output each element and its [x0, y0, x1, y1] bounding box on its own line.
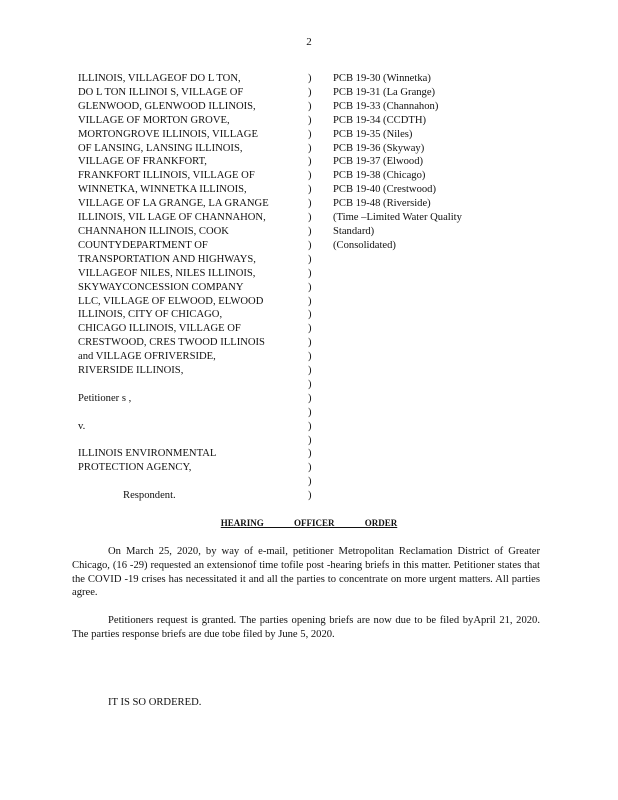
- party-line: ILLINOIS, VIL LAGE OF CHANNAHON,: [78, 212, 266, 224]
- case-number-line: PCB 19-31 (La Grange): [333, 86, 436, 98]
- order-heading: HEARING OFFICER ORDER: [220, 518, 398, 528]
- caption-parties-block: [78, 72, 283, 503]
- party-line: VILLAGE OF MORTON GROVE,: [78, 114, 230, 126]
- party-line: VILLAGE OF FRANKFORT,: [78, 156, 207, 168]
- caption-parenthesis: ): [308, 392, 312, 404]
- party-line: SKYWAYCONCESSION COMPANY: [78, 281, 244, 293]
- party-line: ILLINOIS, VILLAGEOF DO L TON,: [78, 73, 241, 84]
- case-number-line: PCB 19-37 (Elwood): [333, 156, 424, 168]
- caption-parenthesis: ): [308, 420, 312, 432]
- case-number-line: (Time –Limited Water Quality: [333, 212, 462, 224]
- caption-parenthesis: ): [308, 73, 312, 84]
- party-line: WINNETKA, WINNETKA ILLINOIS,: [78, 184, 247, 196]
- caption-parenthesis: ): [308, 490, 312, 502]
- party-line: CHANNAHON ILLINOIS, COOK: [78, 225, 229, 237]
- party-line: LLC, VILLAGE OF ELWOOD, ELWOOD: [78, 295, 264, 307]
- party-line: GLENWOOD, GLENWOOD ILLINOIS,: [78, 100, 256, 112]
- caption-parenthesis: ): [308, 448, 312, 460]
- party-line: VILLAGEOF NILES, NILES ILLINOIS,: [78, 267, 256, 279]
- order-paragraph-2: Petitioners request is granted. The parties opening briefs are now due to be filed byApril 21, 2020. The parties response briefs are due tobe filed by June 5, 2020.: [72, 615, 540, 640]
- case-number-line: PCB 19-34 (CCDTH): [333, 114, 426, 126]
- caption-parenthesis: ): [308, 86, 312, 98]
- case-number-line: (Consolidated): [333, 239, 396, 251]
- caption-parenthesis: ): [308, 142, 312, 154]
- caption-parenthesis: ): [308, 100, 312, 112]
- party-line: COUNTYDEPARTMENT OF: [78, 239, 208, 251]
- caption-parenthesis: ): [308, 281, 312, 293]
- caption-parenthesis: ): [308, 351, 312, 363]
- caption-parenthesis: ): [308, 295, 312, 307]
- closing-statement: IT IS SO ORDERED.: [108, 697, 202, 708]
- case-number-line: PCB 19-30 (Winnetka): [333, 73, 431, 84]
- party-line: OF LANSING, LANSING ILLINOIS,: [78, 142, 243, 154]
- case-number-line: PCB 19-35 (Niles): [333, 128, 413, 140]
- caption-parenthesis: ): [308, 198, 312, 210]
- caption-parenthesis: ): [308, 170, 312, 182]
- case-number-line: PCB 19-33 (Channahon): [333, 100, 439, 112]
- party-line: and VILLAGE OFRIVERSIDE,: [78, 351, 216, 363]
- party-list: [78, 72, 283, 378]
- caption-parenthesis: ): [308, 184, 312, 196]
- caption-parenthesis: ): [308, 128, 312, 140]
- party-line: CRESTWOOD, CRES TWOOD ILLINOIS: [78, 337, 265, 349]
- party-line: DO L TON ILLINOI S, VILLAGE OF: [78, 86, 244, 98]
- caption-parenthesis: ): [308, 212, 312, 224]
- caption-parenthesis: ): [308, 323, 312, 335]
- caption-parenthesis: ): [308, 114, 312, 126]
- caption-parenthesis: ): [308, 365, 312, 377]
- party-line: MORTONGROVE ILLINOIS, VILLAGE: [78, 128, 258, 140]
- respondent-name-line-2: PROTECTION AGENCY,: [78, 462, 192, 474]
- caption-parenthesis: ): [308, 225, 312, 237]
- caption-parenthesis: ): [308, 239, 312, 251]
- party-line: ILLINOIS, CITY OF CHICAGO,: [78, 309, 223, 321]
- caption-parenthesis: ): [308, 337, 312, 349]
- case-number-line: PCB 19-40 (Crestwood): [333, 184, 436, 196]
- caption-parenthesis: ): [308, 156, 312, 168]
- page-number: 2: [306, 36, 312, 48]
- caption-parenthesis: ): [308, 434, 312, 446]
- party-line: CHICAGO ILLINOIS, VILLAGE OF: [78, 323, 241, 335]
- caption-parenthesis: ): [308, 378, 312, 390]
- case-number-list: [333, 72, 462, 253]
- respondent-name-line-1: ILLINOIS ENVIRONMENTAL: [78, 448, 217, 460]
- party-line: VILLAGE OF LA GRANGE, LA GRANGE: [78, 198, 269, 210]
- caption-parenthesis: ): [308, 462, 312, 474]
- caption-parenthesis: ): [308, 253, 312, 265]
- caption-parenthesis: ): [308, 309, 312, 321]
- case-number-line: Standard): [333, 225, 375, 237]
- party-line: FRANKFORT ILLINOIS, VILLAGE OF: [78, 170, 255, 182]
- caption-parenthesis: ): [308, 476, 312, 488]
- party-line: TRANSPORTATION AND HIGHWAYS,: [78, 253, 256, 265]
- versus-label: v.: [78, 420, 86, 432]
- caption-parenthesis: ): [308, 406, 312, 418]
- case-number-line: PCB 19-38 (Chicago): [333, 170, 426, 182]
- respondent-label: Respondent.: [123, 490, 176, 502]
- case-number-line: PCB 19-48 (Riverside): [333, 198, 431, 210]
- party-line: RIVERSIDE ILLINOIS,: [78, 365, 184, 377]
- case-number-line: PCB 19-36 (Skyway): [333, 142, 425, 154]
- caption-parenthesis-column: [308, 72, 312, 503]
- petitioners-label: Petitioner s ,: [78, 392, 132, 404]
- order-paragraph-1: On March 25, 2020, by way of e-mail, petitioner Metropolitan Reclamation District of Greater Chicago, (16 -29) requested an extensionof time tofile post -hearing briefs in this matter. Petitioner states that the COVID -19 crises has necessitated it and all the parties to concentrate on more urgent matters. All parties agree.: [72, 546, 540, 599]
- caption-parenthesis: ): [308, 267, 312, 279]
